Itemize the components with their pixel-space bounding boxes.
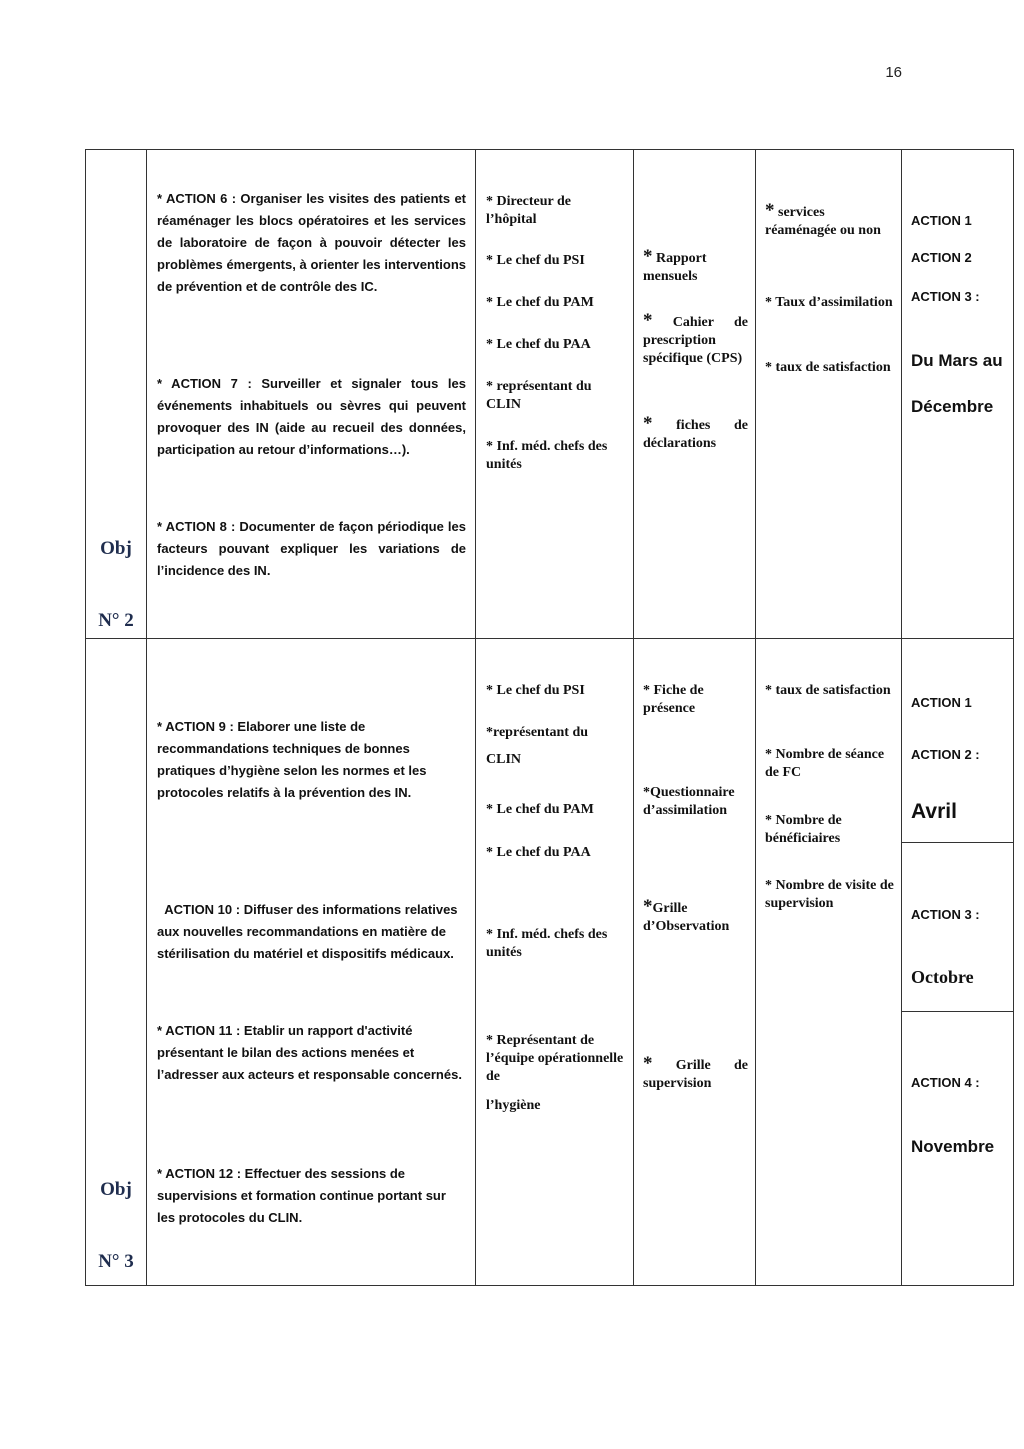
responsable-text: * Le chef du PAA [486,845,591,860]
responsable-text: * Directeur de l’hôpital [486,194,572,227]
support-item: * Rapport mensuels [643,246,707,284]
actions-cell [147,150,476,639]
objective-cell [86,150,147,639]
responsable-text: * Représentant de l’équipe opérationnelle de [486,1033,624,1084]
support-item: * Cahier de prescription spécifique (CPS) [643,310,748,366]
support-item: * fiches de déclarations [643,413,748,451]
calendar-period: Du Mars au [911,351,1003,370]
responsable-text: * Le chef du PAA [486,337,591,352]
supports-cell [634,639,756,1286]
indicator-item: * taux de satisfaction [765,360,891,375]
responsable-text: *représentant du [486,725,589,740]
indicator-item: * taux de satisfaction [765,683,891,698]
support-item: *Grille d’Observation [643,896,730,934]
action-text: * ACTION 6 : Organiser les visites des patients et réaménager les blocs opératoires et les services de laboratoire de façon à pouvoir détecter les problèmes émergents, à orienter les interventions de prévention et de contrôle des IC. [157,191,466,294]
indicator-item: * Nombre de séance de FC [765,747,885,780]
objective-row-2 [86,150,1014,639]
objective-number: N° 3 [98,1251,134,1272]
responsable-text: * Le chef du PAM [486,802,594,817]
responsable-text: * représentant du CLIN [486,379,592,412]
action-text: * ACTION 11 : Etablir un rapport d'activité présentant le bilan des actions menées et l’adresser aux acteurs et responsable concernés. [157,1023,462,1082]
objective-label: Obj [100,538,132,559]
indicator-item: * services réaménagée ou non [765,200,881,238]
calendar-action: ACTION 1 [911,695,972,710]
objective-cell [86,639,147,1286]
calendar-cell [902,639,1014,1286]
indicator-item: * Taux d’assimilation [765,295,893,310]
calendar-divider [901,1011,1014,1012]
indicator-item: * Nombre de visite de supervision [765,878,894,911]
responsable-text: * Inf. méd. chefs des unités [486,927,608,960]
indicators-cell [756,639,902,1286]
support-item: * Grille de supervision [643,1053,748,1091]
action-plan-table [85,149,1014,1286]
objective-number: N° 2 [98,610,134,631]
actions-cell [147,639,476,1286]
indicators-cell [756,150,902,639]
responsables-cell [476,639,634,1286]
responsable-text: * Le chef du PSI [486,253,585,268]
objective-label: Obj [100,1179,132,1200]
objective-row-3 [86,639,1014,1286]
calendar-action: ACTION 3 : [911,289,980,304]
responsable-text: l’hygiène [486,1098,541,1113]
calendar-date: Octobre [911,967,974,987]
indicator-item: * Nombre de bénéficiaires [765,813,842,846]
calendar-action: ACTION 2 : [911,747,980,762]
calendar-date: Novembre [911,1137,995,1156]
calendar-action: ACTION 2 [911,250,972,265]
calendar-period: Décembre [911,397,994,416]
action-text: * ACTION 9 : Elaborer une liste de recommandations techniques de bonnes pratiques d’hygiène selon les normes et les protocoles relatifs à la prévention des IN. [157,719,427,800]
responsable-text: * Le chef du PSI [486,683,585,698]
responsable-text: CLIN [486,752,522,767]
responsables-cell [476,150,634,639]
responsable-text: * Inf. méd. chefs des unités [486,439,608,472]
calendar-action: ACTION 3 : [911,907,980,922]
action-text: * ACTION 12 : Effectuer des sessions de supervisions et formation continue portant sur les protocoles du CLIN. [157,1166,446,1225]
action-text: * ACTION 8 : Documenter de façon périodique les facteurs pouvant expliquer les variations de l’incidence des IN. [157,519,466,578]
calendar-cell [902,150,1014,639]
support-item: * Fiche de présence [643,683,704,716]
action-text: ACTION 10 : Diffuser des informations relatives aux nouvelles recommandations en matière de stérilisation du matériel et dispositifs médicaux. [157,902,462,961]
page-number: 16 [885,64,902,81]
calendar-divider [901,842,1014,843]
calendar-date: Avril [911,800,957,823]
supports-cell [634,150,756,639]
calendar-action: ACTION 4 : [911,1075,980,1090]
action-text: * ACTION 7 : Surveiller et signaler tous les événements inhabituels ou sèvres qui peuvent provoquer des IN (aide au recueil des données, participation au retour d’informations…). [157,376,466,457]
responsable-text: * Le chef du PAM [486,295,594,310]
calendar-action: ACTION 1 [911,213,972,228]
support-item: *Questionnaire d’assimilation [643,785,735,818]
